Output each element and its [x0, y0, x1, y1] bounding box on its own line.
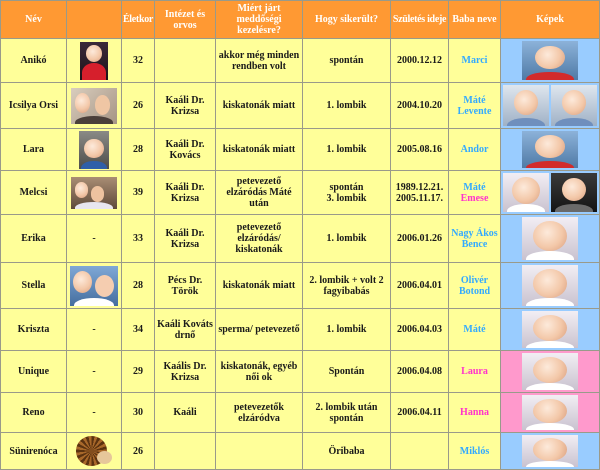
- woman-photo: [80, 42, 108, 80]
- age-cell: 26: [122, 83, 154, 128]
- clinic-cell: Kaális Dr. Krizsa: [155, 351, 215, 392]
- baby-photo: [522, 395, 578, 430]
- baby-name: Olivér Botond: [458, 274, 491, 297]
- reason-cell: petevezetők elzáródva: [216, 393, 302, 432]
- clinic-cell: [155, 433, 215, 469]
- baby-name-cell: [449, 351, 500, 392]
- birth-date-cell: 2004.10.20: [391, 83, 448, 128]
- reason-cell: kiskatonák miatt: [216, 263, 302, 308]
- clinic-cell: Kaáli Kováts drnő: [155, 309, 215, 350]
- birth-date-cell: 2000.12.12: [391, 39, 448, 82]
- age-cell: 39: [122, 171, 154, 214]
- clinic-cell: Kaáli: [155, 393, 215, 432]
- hedgehog-image: [74, 435, 114, 467]
- baby-name-cell: [449, 39, 500, 82]
- baby-name: Máté Levente: [457, 94, 492, 117]
- baby-name: Laura: [461, 366, 488, 377]
- member-name-cell: Kriszta: [1, 309, 66, 350]
- header-name: Név: [1, 1, 66, 38]
- baby-name-cell: [449, 129, 500, 170]
- baby-name: Hanna: [460, 407, 489, 418]
- baby-photo: [522, 217, 578, 260]
- birth-date-cell: 2005.08.16: [391, 129, 448, 170]
- header-birth-date: Születés ideje: [391, 1, 448, 38]
- member-photo-cell: -: [67, 351, 121, 392]
- birth-date-cell: 2006.04.08: [391, 351, 448, 392]
- pictures-cell: [501, 433, 599, 469]
- age-cell: 30: [122, 393, 154, 432]
- reason-cell: sperma/ petevezető: [216, 309, 302, 350]
- pictures-cell: [501, 129, 599, 170]
- age-cell: 29: [122, 351, 154, 392]
- birth-date-cell: 2006.04.11: [391, 393, 448, 432]
- boy-hat-photo: [79, 131, 109, 169]
- member-photo-cell: [67, 83, 121, 128]
- baby-photo: [522, 435, 578, 467]
- two-babies-photo: [70, 266, 118, 306]
- baby-name-cell: [449, 309, 500, 350]
- birth-date-cell: 1989.12.21. 2005.11.17.: [391, 171, 448, 214]
- clinic-cell: Kaáli Dr. Kovács: [155, 129, 215, 170]
- baby-name-cell: [449, 433, 500, 469]
- pictures-cell: [501, 309, 599, 350]
- baby-name-cell: [449, 263, 500, 308]
- outcome-cell: Spontán: [303, 351, 390, 392]
- outcome-cell: spontán 3. lombik: [303, 171, 390, 214]
- reason-cell: kiskatonák miatt: [216, 83, 302, 128]
- header-pictures: Képek: [501, 1, 599, 38]
- member-name-cell: Reno: [1, 393, 66, 432]
- age-cell: 33: [122, 215, 154, 262]
- age-cell: 28: [122, 129, 154, 170]
- clinic-cell: Pécs Dr. Török: [155, 263, 215, 308]
- baby-photo: [522, 353, 578, 390]
- toddler-photo: [503, 85, 549, 126]
- outcome-cell: 1. lombik: [303, 129, 390, 170]
- pictures-cell: [501, 39, 599, 82]
- reason-cell: petevezető elzáródás/ kiskatonák: [216, 215, 302, 262]
- birth-date-cell: 2006.04.01: [391, 263, 448, 308]
- baby-name-cell: [449, 215, 500, 262]
- baby-name: Máté: [463, 181, 486, 193]
- member-photo-cell: [67, 433, 121, 469]
- baby-name: Miklós: [459, 445, 490, 457]
- reason-cell: petevezető elzáródás Máté után: [216, 171, 302, 214]
- age-cell: 32: [122, 39, 154, 82]
- baby-name: Máté: [463, 324, 486, 335]
- clinic-cell: Kaáli Dr. Krizsa: [155, 171, 215, 214]
- age-cell: 34: [122, 309, 154, 350]
- pictures-cell: [501, 215, 599, 262]
- age-cell: 26: [122, 433, 154, 469]
- member-name-cell: Unique: [1, 351, 66, 392]
- baby-name: Nagy Ákos Bence: [451, 227, 498, 250]
- member-photo-cell: -: [67, 393, 121, 432]
- birth-date-cell: [391, 433, 448, 469]
- outcome-cell: 2. lombik után spontán: [303, 393, 390, 432]
- pictures-cell: [501, 263, 599, 308]
- reason-cell: [216, 433, 302, 469]
- baby-photo: [503, 173, 549, 212]
- two-women-photo: [71, 88, 117, 124]
- header-reason: Miért járt meddőségi kezelésre?: [216, 1, 302, 38]
- member-photo-cell: [67, 263, 121, 308]
- header-age: Életkor: [122, 1, 154, 38]
- header-photo: [67, 1, 121, 38]
- clinic-cell: Kaáli Dr. Krizsa: [155, 215, 215, 262]
- reason-cell: kiskatonák miatt: [216, 129, 302, 170]
- member-photo-cell: -: [67, 215, 121, 262]
- pictures-cell: [501, 393, 599, 432]
- member-name-cell: Melcsi: [1, 171, 66, 214]
- birth-date-cell: 2006.01.26: [391, 215, 448, 262]
- baby-photo: [522, 311, 578, 348]
- member-name-cell: Icsilya Orsi: [1, 83, 66, 128]
- baby-name-cell: [449, 171, 500, 214]
- member-name-cell: Anikó: [1, 39, 66, 82]
- boy-photo: [522, 131, 578, 168]
- pictures-cell: [501, 171, 599, 214]
- pictures-cell: [501, 83, 599, 128]
- outcome-cell: Öribaba: [303, 433, 390, 469]
- header-baby-name: Baba neve: [449, 1, 500, 38]
- baby-name: Marci: [461, 55, 488, 66]
- pictures-cell: [501, 351, 599, 392]
- adult-photo: [551, 173, 597, 212]
- outcome-cell: 1. lombik: [303, 309, 390, 350]
- baby-name-cell: [449, 393, 500, 432]
- member-name-cell: Lara: [1, 129, 66, 170]
- clinic-cell: [155, 39, 215, 82]
- member-photo-cell: -: [67, 309, 121, 350]
- member-photo-cell: [67, 171, 121, 214]
- reason-cell: akkor még minden rendben volt: [216, 39, 302, 82]
- outcome-cell: 1. lombik: [303, 215, 390, 262]
- age-cell: 28: [122, 263, 154, 308]
- outcome-cell: 2. lombik + volt 2 fagyibabás: [303, 263, 390, 308]
- boy-photo: [522, 41, 578, 80]
- member-photo-cell: [67, 39, 121, 82]
- member-name-cell: Erika: [1, 215, 66, 262]
- reason-cell: kiskatonák, egyéb női ok: [216, 351, 302, 392]
- baby-name: Emese: [460, 192, 489, 204]
- member-photo-cell: [67, 129, 121, 170]
- member-name-cell: Sünirenóca: [1, 433, 66, 469]
- header-clinic: Intézet és orvos: [155, 1, 215, 38]
- clinic-cell: Kaáli Dr. Krizsa: [155, 83, 215, 128]
- baby-name-cell: [449, 83, 500, 128]
- member-name-cell: Stella: [1, 263, 66, 308]
- family-photo: [71, 177, 117, 209]
- outcome-cell: 1. lombik: [303, 83, 390, 128]
- baby-photo: [522, 265, 578, 306]
- toddler-photo: [551, 85, 597, 126]
- header-outcome: Hogy sikerült?: [303, 1, 390, 38]
- outcome-cell: spontán: [303, 39, 390, 82]
- baby-name: Andor: [460, 144, 489, 155]
- birth-date-cell: 2006.04.03: [391, 309, 448, 350]
